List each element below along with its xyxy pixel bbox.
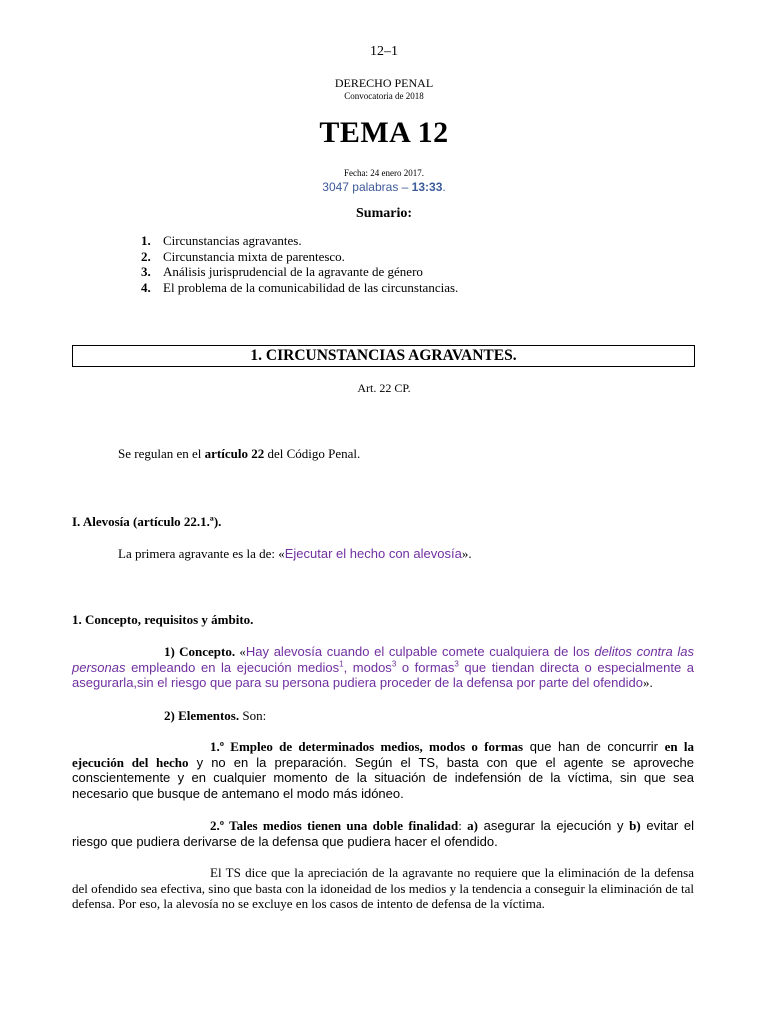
page-number: 12–1: [370, 44, 398, 59]
elementos-text: Son:: [239, 708, 267, 723]
summary-item-text: Análisis jurisprudencial de la agravante de género: [163, 264, 423, 279]
intro-article: artículo 22: [204, 446, 265, 461]
summary-item-number: 3.: [141, 264, 151, 279]
concepto-quote-1: Hay alevosía cuando el culpable comete cualquiera de los: [245, 644, 595, 659]
footnote-ref-1[interactable]: 1: [339, 659, 344, 669]
summary-item-text: Circunstancia mixta de parentesco.: [163, 248, 345, 264]
concepto-label: 1) Concepto.: [164, 644, 236, 659]
elementos-line: [164, 708, 266, 724]
subject-title: DERECHO PENAL: [334, 76, 434, 90]
summary-item-text: Circunstancias agravantes.: [163, 233, 302, 248]
footnote-ref-2[interactable]: 3: [391, 659, 397, 669]
ts-paragraph: El TS dice que la apreciación de la agravante no requiere que la eliminación de la defensa del ofendido sea efectiva, sino que basta con la idoneidad de los medios y la tendencia a conseguir la eliminación de tal defensa. Por eso, la alevosía no se excluye en los casos de intento de defensa de la víctima.: [72, 865, 694, 911]
element-2-text-c: asegurar la ejecución y: [477, 818, 630, 833]
concepto-paragraph: [72, 644, 694, 691]
concepto-quote-4: o formas: [396, 659, 455, 675]
elementos-label: 2) Elementos.: [164, 708, 240, 723]
concepto-quote-italic: delitos contra las personas: [72, 644, 695, 675]
summary-list: [141, 233, 458, 295]
element-2-a: a): [467, 818, 478, 833]
element-2-colon: :: [458, 818, 468, 833]
footnote-ref-3[interactable]: 3: [454, 659, 459, 669]
summary-item-number: 4.: [141, 279, 151, 295]
summary-item: [141, 264, 458, 280]
section-heading-box: 1. CIRCUNSTANCIAS AGRAVANTES.: [72, 345, 695, 367]
element-2-label: 2.º Tales medios tienen una doble finalidad: [210, 818, 459, 833]
alevosia-quote: Ejecutar el hecho con alevosía: [284, 546, 462, 561]
summary-item: [141, 249, 458, 265]
page-title: TEMA 12: [319, 116, 449, 149]
summary-item-text: El problema de la comunicabilidad de las circunstancias.: [163, 279, 459, 295]
intro-text-a: Se regulan en el: [118, 446, 205, 461]
section-intro: [118, 446, 360, 462]
element-1-text-c: y no en la preparación. Según el TS, basta con que el agente se aproveche conscientemente y en cualquier momento de la situación de indefensión de la víctima, sin que sea necesario que busque de antemano el modo más idóneo.: [72, 754, 695, 801]
article-reference: Art. 22 CP.: [357, 381, 411, 395]
concepto-close: ».: [642, 675, 653, 690]
element-1-label: 1.º Empleo de determinados medios, modos o formas: [210, 739, 524, 754]
convocatoria: Convocatoria de 2018: [344, 91, 424, 101]
alevosia-intro: [118, 546, 472, 562]
word-count-suffix: .: [442, 180, 446, 194]
alevosia-heading: I. Alevosía (artículo 22.1.ª).: [72, 514, 222, 529]
element-2-paragraph: [72, 818, 694, 849]
date-line: Fecha: 24 enero 2017.: [344, 168, 424, 178]
word-count-prefix: 3047 palabras –: [322, 180, 412, 194]
summary-item-number: 1.: [141, 233, 151, 248]
alevosia-intro-c: ».: [461, 546, 472, 561]
element-2-text-e: evitar el riesgo que pudiera derivarse de la defensa que pudiera hacer el ofendido.: [72, 818, 694, 849]
concepto-quote-3: , modos: [343, 659, 392, 675]
element-1-bold: en la ejecución del hecho: [72, 739, 694, 770]
intro-text-c: del Código Penal.: [264, 446, 361, 461]
summary-item-number: 2.: [141, 248, 151, 264]
summary-item: [141, 233, 458, 249]
element-1-text-a: que han de concurrir: [523, 739, 665, 754]
alevosia-intro-a: La primera agravante es la de: «: [118, 546, 285, 561]
element-1-paragraph: [72, 739, 694, 801]
element-2-b: b): [629, 818, 641, 833]
summary-item: [141, 280, 458, 296]
concepto-open: «: [235, 644, 246, 659]
word-count: [0, 180, 768, 194]
concepto-quote-5: que tiendan directa o especialmente a asegurarla,sin el riesgo que para su persona pudiera proceder de la defensa por parte del ofendido: [72, 659, 694, 690]
word-count-time: 13:33: [411, 180, 443, 194]
summary-title: Sumario:: [356, 206, 412, 221]
concept-heading: 1. Concepto, requisitos y ámbito.: [72, 612, 254, 627]
concepto-quote-2: empleando en la ejecución medios: [125, 659, 340, 675]
